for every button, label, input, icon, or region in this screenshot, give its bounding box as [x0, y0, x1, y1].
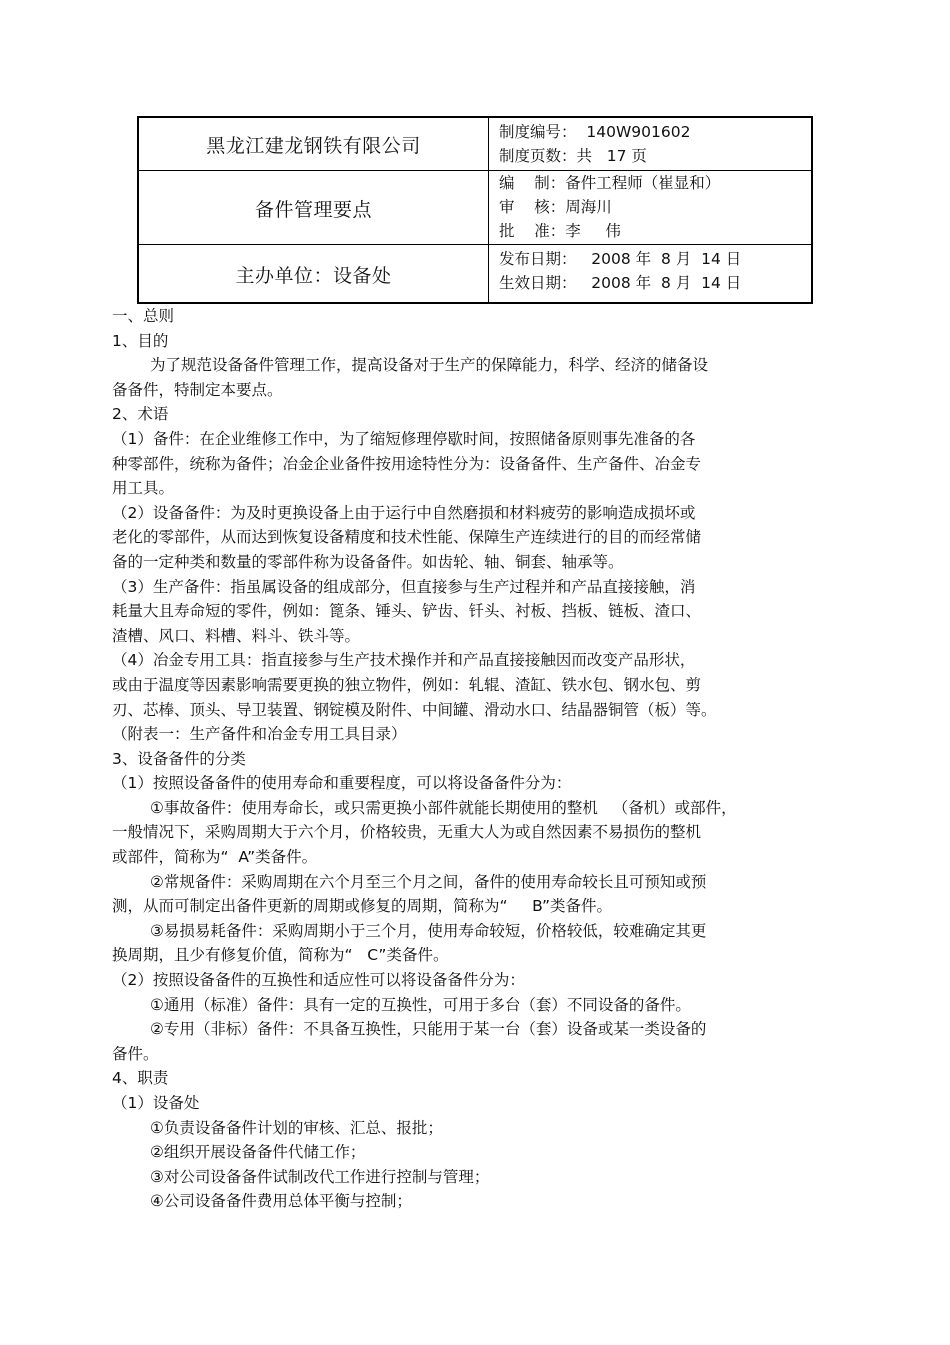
paragraph-line: 一般情况下，采购周期大于六个月，价格较贵，无重大人为或自然因素不易损伤的整机 — [112, 823, 702, 842]
list-item: ②专用（非标）备件：不具备互换性，只能用于某一台（套）设备或某一类设备的 — [150, 1020, 707, 1039]
paragraph-line: 测，从而可制定出备件更新的周期或修复的周期，简称为“ B”类备件。 — [112, 897, 612, 916]
publish-date: 发布日期： 2008 年 8 月 14 日 — [499, 250, 742, 268]
paragraph-line: 换周期，且少有修复价值，简称为“ C”类备件。 — [112, 946, 449, 965]
reviewed-by: 审 核：周海川 — [499, 198, 612, 216]
document-body — [112, 304, 842, 1214]
paragraph-line: （1）备件：在企业维修工作中，为了缩短修理停歇时间，按照储备原则事先准备的各 — [112, 429, 696, 448]
list-item: ③易损易耗备件：采购周期小于三个月，使用寿命较短，价格较低，较难确定其更 — [150, 921, 707, 940]
effective-date: 生效日期： 2008 年 8 月 14 日 — [499, 274, 742, 292]
company-name: 黑龙江建龙钢铁有限公司 — [206, 134, 421, 157]
document-title: 备件管理要点 — [254, 198, 372, 221]
list-item: ③对公司设备备件试制改代工作进行控制与管理； — [150, 1167, 490, 1186]
organizer: 主办单位：设备处 — [235, 264, 392, 287]
list-item: ④公司设备备件费用总体平衡与控制； — [150, 1192, 412, 1211]
paragraph-line: 备的一定种类和数量的零部件称为设备备件。如齿轮、轴、铜套、轴承等。 — [112, 552, 624, 571]
list-item: ②常规备件：采购周期在六个月至三个月之间，备件的使用寿命较长且可预知或预 — [150, 872, 707, 891]
paragraph-line: （1）按照设备备件的使用寿命和重要程度，可以将设备备件分为： — [112, 774, 572, 793]
paragraph-line: （4）冶金专用工具：指直接参与生产技术操作并和产品直接接触因而改变产品形状， — [112, 651, 696, 670]
header-row-organizer — [139, 244, 811, 303]
paragraph-line: 用工具。 — [112, 479, 175, 498]
paragraph-line: （2）按照设备备件的互换性和适应性可以将设备备件分为： — [112, 971, 525, 990]
header-row-company — [139, 118, 811, 170]
paragraph-line: 耗量大且寿命短的零件，例如：篦条、锤头、铲齿、钎头、衬板、挡板、链板、渣口、 — [112, 602, 702, 621]
paragraph-line: 刃、芯棒、顶头、导卫装置、钢锭模及附件、中间罐、滑动水口、结晶器铜管（板）等。 — [112, 700, 717, 719]
paragraph-line: 备备件，特制定本要点。 — [112, 380, 283, 399]
doc-pages: 制度页数：共 17 页 — [499, 147, 647, 165]
subsection-heading: 1、目的 — [112, 331, 169, 350]
paragraph-line: （3）生产备件：指虽属设备的组成部分，但直接参与生产过程并和产品直接接触，消 — [112, 577, 696, 596]
paragraph-line: 老化的零部件，从而达到恢复设备精度和技术性能、保障生产连续进行的目的而经常储 — [112, 528, 702, 547]
paragraph-line: （1）设备处 — [112, 1094, 200, 1112]
list-item: ①通用（标准）备件：具有一定的互换性，可用于多台（套）不同设备的备件。 — [150, 995, 691, 1014]
approved-by: 批 准：李 伟 — [499, 222, 621, 240]
paragraph-line: （2）设备备件：为及时更换设备上由于运行中自然磨损和材料疲劳的影响造成损坏或 — [112, 503, 696, 522]
paragraph-line: 或由于温度等因素影响需要更换的独立物件，例如：轧辊、渣缸、铁水包、钢水包、剪 — [112, 675, 702, 694]
document-header-table — [137, 116, 813, 304]
header-row-title — [139, 170, 811, 245]
subsection-heading: 3、设备备件的分类 — [112, 749, 246, 768]
paragraph-line: 备件。 — [112, 1044, 159, 1063]
compiled-by: 编 制：备件工程师（崔显和） — [499, 174, 721, 192]
paragraph-line: 或部件，简称为“ A”类备件。 — [112, 848, 318, 867]
subsection-heading: 2、术语 — [112, 405, 169, 424]
list-item: ①负责设备备件计划的审核、汇总、报批； — [150, 1118, 443, 1137]
paragraph-line: 渣槽、风口、料槽、料斗、铁斗等。 — [112, 626, 361, 645]
doc-number: 制度编号： 140W901602 — [499, 123, 691, 141]
list-item: ②组织开展设备备件代储工作； — [150, 1143, 366, 1162]
paragraph-line: （附表一：生产备件和冶金专用工具目录） — [112, 725, 407, 744]
list-item: ①事故备件：使用寿命长，或只需更换小部件就能长期使用的整机 （备机）或部件， — [150, 798, 737, 817]
paragraph-line: 为了规范设备备件管理工作，提高设备对于生产的保障能力，科学、经济的储备设 — [150, 356, 709, 375]
section-heading: 一、总则 — [112, 307, 175, 325]
paragraph-line: 种零部件，统称为备件；冶金企业备件按用途特性分为：设备备件、生产备件、冶金专 — [112, 454, 702, 473]
subsection-heading: 4、职责 — [112, 1069, 169, 1088]
